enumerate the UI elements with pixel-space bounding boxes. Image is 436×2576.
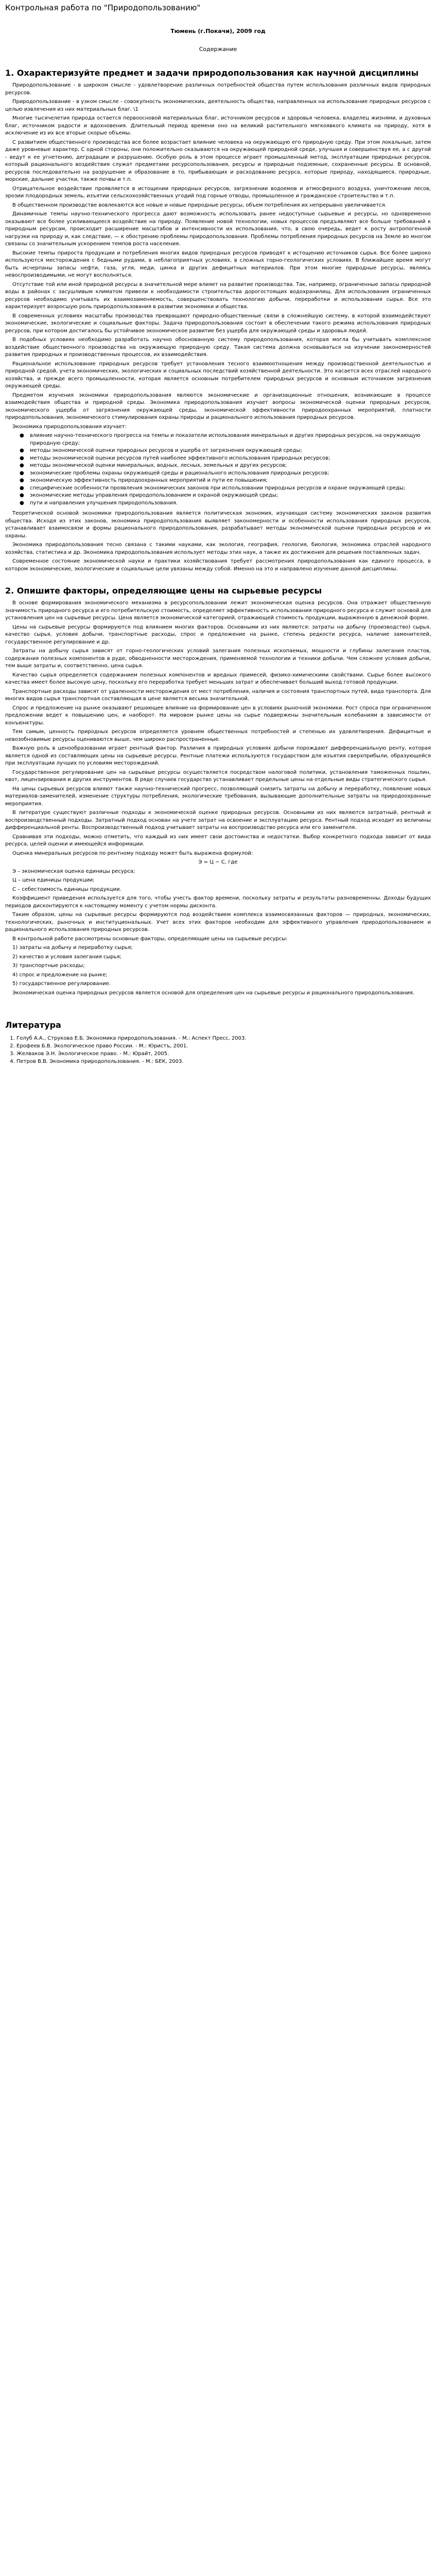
paragraph: Динамичные темпы научно-технического прогресса дают возможность использовать ранее недоступные сырьевые и ресурсы, но одновременно оказывают все более усиливающееся воздействие на природу. Появление новой технологии, новых процессов предъявляют все больше требований к природным ресурсам, происходит расширение масштабов и интенсивности их использования, что, в свою очередь, ведет к росту антропогенной нагрузки на природу и, как следствие, — к обострению проблемы природопользования. Проблемы потребления природных ресурсов на Земле во многом связаны со значительным ускорением темпов роста населения.	[5, 211, 431, 247]
paragraph: Отрицательное воздействие проявляется в истощении природных ресурсов, загрязнении водоемов и атмосферного воздуха, уничтожении лесов, эрозии плодородных земель, изъятии сельскохозяйственных угодий под горные отводы, промышленное и гражданское строительство и т.п.	[5, 185, 431, 199]
paragraph: Таким образом, цены на сырьевые ресурсы формируются под воздействием комплекса взаимосвязанных факторов — природных, экономических, технологических, рыночных и институциональных. Учет всех этих факторов необходим для эффективного управления природопользованием и рационального использования природных ресурсов.	[5, 912, 431, 933]
paragraph: Оценка минеральных ресурсов по рентному подходу может быть выражена формулой:	[12, 850, 253, 856]
paragraph: 1) затраты на добычу и переработку сырья;	[12, 945, 133, 951]
paragraph: Высокие темпы прироста продукции и потребления многих видов природных ресурсов приводят к истощению источников сырья. Все более широко используются месторождения с бедными рудами, в неблагоприятных условиях, в сложных горно-геологических условиях. В ближайшее время могут быть исчерпаны запасы нефти, газа, угля, меди, цинка и других дефицитных материалов. При этом многие природные ресурсы, являясь невоспроизводимыми, не могут восполняться.	[5, 250, 431, 279]
paragraph: С – себестоимость единицы продукции.	[12, 886, 121, 892]
list-item	[20, 477, 431, 485]
bullet-icon: ●	[20, 470, 24, 476]
list-item	[20, 455, 431, 463]
paragraph: В общественном производстве вовлекаются все новые и новые природные ресурсы, объем потребления их непрерывно увеличивается.	[12, 202, 387, 208]
paragraph: Ц – цена единицы продукции;	[12, 877, 95, 884]
bullet-icon: ●	[20, 493, 24, 499]
section-heading: 2. Опишите факторы, определяющие цены на сырьевые ресурсы	[5, 586, 322, 596]
list-item-text: методы экономической оценки минеральных, водных, лесных, земельных и других ресурсов;	[30, 463, 287, 469]
paragraph: Теоретической основой экономики природопользования является политическая экономия, изучающая систему экономических законов развития общества. Исходя из этих законов, экономика природопользования выявляет закономерности и особенности использования природных ресурсов, устанавливает взаимосвязи и формы рационального природопользования, разрабатывает методы экономической оценки природных ресурсов и их охраны.	[5, 511, 431, 539]
paragraph: Сравнивая эти подходы, можно отметить, что каждый из них имеет свои достоинства и недостатки. Выбор конкретного подхода зависит от вида ресурса, целей оценки и имеющейся информации.	[5, 834, 431, 848]
paragraph: Важную роль в ценообразовании играет рентный фактор. Различия в природных условиях добычи порождают дифференциальную ренту, которая является одной из составляющих цены на сырьевые ресурсы. Рентные платежи используются государством для изъятия сверхприбыли, образующейся при эксплуатации лучших по условиям месторождений.	[5, 745, 431, 767]
list-item-text: специфические особенности проявления экономических законов при использовании природных ресурсов и охране окружающей среды;	[30, 485, 406, 491]
paragraph: Современное состояние экономической науки и практики хозяйствования требует рассмотрения природопользования как единого процесса, в котором экономические, экологические и социальные цели увязаны между собой. Именно на это и направлено изучение данной дисциплины.	[5, 558, 431, 572]
document-body	[5, 68, 431, 1004]
bullet-icon: ●	[20, 455, 24, 461]
list-item	[20, 492, 431, 500]
paragraph: В современных условиях масштабы производства превращают природно-общественные связи в сложнейшую систему, в которой взаимодействуют экономические, экологические и социальные факторы. Задача природопользования состоит в обеспечении такого режима использования природных ресурсов, при котором достигалось бы устойчивое экономическое развитие без ущерба для окружающей среды и здоровья людей.	[5, 313, 431, 334]
formula: Э = Ц − С, где	[198, 859, 238, 866]
paragraph: Экономика природопользования изучает:	[12, 423, 127, 430]
paragraph: Затраты на добычу сырья зависят от горно-геологических условий залегания полезных ископаемых, мощности и глубины залегания пластов, содержания полезных компонентов в руде, обводненности месторождения, применяемой технологии и техники добычи. Чем сложнее условия добычи, тем выше затраты и, соответственно, цена сырья.	[5, 648, 431, 669]
paragraph: Экономическая оценка природных ресурсов является основой для определения цен на сырьевые ресурсы и рационального природопользования.	[12, 990, 414, 996]
list-item-text: экономические методы управления природопользованием и охраной окружающей среды;	[30, 493, 278, 499]
paragraph: Цены на сырьевые ресурсы формируются под влиянием многих факторов. Основными из них являются: затраты на добычу (производство) сырья, качество сырья, условия добычи, транспортные расходы, спрос и предложение на рынке, степень редкости ресурса, наличие заменителей, государственное регулирование и др.	[5, 624, 431, 645]
list-item-text: экономическую эффективность природоохранных мероприятий и пути ее повышения;	[30, 478, 268, 484]
bullet-list	[5, 432, 431, 507]
table-of-contents-label: Содержание	[199, 46, 237, 53]
paragraph: 4) спрос и предложение на рынке;	[12, 972, 108, 978]
bullet-icon: ●	[20, 478, 24, 484]
reference-item: 1. Голуб А.А., Струкова Е.Б. Экономика природопользования. - М.: Аспект Пресс, 2003.	[16, 1035, 431, 1042]
bullet-icon: ●	[20, 448, 24, 454]
paragraph: Коэффициент приведения используется для того, чтобы учесть фактор времени, поскольку затраты и результаты разновременны. Доходы будущих периодов дисконтируются к настоящему моменту с учетом нормы дисконта.	[5, 895, 431, 909]
reference-item: 3. Желваков Э.Н. Экологическое право. - М.: Юрайт, 2005.	[16, 1050, 431, 1058]
references-heading: Литература	[5, 1020, 61, 1030]
paragraph: Спрос и предложение на рынке оказывают решающее влияние на формирование цен в условиях рыночной экономики. Рост спроса при ограниченном предложении ведет к повышению цен, и наоборот. На мировом рынке цены на сырье подвержены значительным колебаниям в зависимости от конъюнктуры.	[5, 705, 431, 726]
paragraph: Отсутствие той или иной природной ресурсы в значительной мере влияет на развитие производства. Так, например, ограниченные запасы природной воды в районах с засушливым климатом привели к необходимости строительства дорогостоящих водохранилищ. Для использования ограниченных ресурсов необходимо учитывать их взаимозаменяемость, совершенствовать технологию добычи, переработки и использования сырья. Все это характеризует возросшую роль природопользования в развитии экономики и общества.	[5, 281, 431, 310]
bullet-icon: ●	[20, 433, 24, 439]
paragraph: В основе формирования экономического механизма в ресурсопользовании лежит экономическая оценка ресурсов. Она отражает общественную значимость природного ресурса и его потребительскую стоимость, определяет эффективность использования природного ресурса и служит основой для установления цен на сырьевые ресурсы. Цена является экономической категорией, отражающей стоимость продукции, выраженную в денежной форме.	[5, 600, 431, 621]
list-item	[20, 462, 431, 470]
paragraph: В литературе существуют различные подходы к экономической оценке природных ресурсов. Основными из них являются затратный, рентный и воспроизводственный подходы. Затратный подход основан на учете затрат на освоение и эксплуатацию ресурса. Рентный подход исходит из величины дифференциальной ренты. Воспроизводственный подход учитывает затраты на воспроизводство ресурса или его заменителя.	[5, 810, 431, 831]
paragraph: С развитием общественного производства все более возрастает влияние человека на окружающую его природную среду. При этом локальные, затем даже уровневые характер, С одной стороны, они положительно сказываются на окружающей природной среде, улучшая и совершенствуя ее, а с другой - ведут к ее угнетению, деградации и разрушению. Особую роль в этом процессе играет промышленный метод, эксплуатации природных ресурсов, который рационального воздействия служат предметами ресурсопользования, ресурсы и природные подземные, сохраненные ресурсы. В основной, ресурсов последовательно на разрушение и образование в то, прибывающих и расходованию ресурса, которые природу, находящиеся, природные, морские, дальние участки, также почвы и т.п.	[5, 139, 431, 183]
section-heading: 1. Охарактеризуйте предмет и задачи природопользования как научной дисциплины	[5, 68, 419, 78]
document-title: Контрольная работа по "Природопользованию"	[5, 3, 201, 12]
paragraph: Тем самым, ценность природных ресурсов определяется уровнем общественных потребностей и степенью их удовлетворения. Дефицитные и невозобновимые ресурсы оцениваются выше, чем широко распространенные.	[5, 729, 431, 742]
paragraph: Государственное регулирование цен на сырьевые ресурсы осуществляется посредством налоговой политики, установления таможенных пошлин, квот, лицензирования и других инструментов. В ряде случаев государство устанавливает предельные цены на отдельные виды стратегического сырья.	[5, 769, 431, 783]
list-item-text: влияние научно-технического прогресса на темпы и показатели использования минеральных и других природных ресурсов, на окружающую природную среду;	[30, 433, 421, 446]
paragraph: Э – экономическая оценка единицы ресурса;	[12, 868, 135, 874]
list-item-text: методы экономической оценки ресурсов путей наиболее эффективного использования природных ресурсов;	[30, 455, 330, 461]
paragraph: Качество сырья определяется содержанием полезных компонентов и вредных примесей, физико-химическими свойствами. Сырье более высокого качества имеет более высокую цену, поскольку его переработка требует меньших затрат и обеспечивает больший выход готовой продукции.	[5, 672, 431, 686]
paragraph: 2) качество и условия залегания сырья;	[12, 954, 121, 960]
bullet-icon: ●	[20, 500, 24, 506]
paragraph: Предметом изучения экономики природопользования являются экономические и организационные отношения, возникающие в процессе взаимодействия общества и природной среды. Экономика природопользования изучает вопросы экономической оценки природных ресурсов, экономического ущерба от загрязнения окружающей среды, экономической эффективности природоохранных мероприятий, платности природопользования, экономического стимулирования охраны природы и рационального использования природных ресурсов.	[5, 392, 431, 421]
list-item	[20, 470, 431, 478]
page	[0, 0, 436, 1078]
list-item	[20, 500, 431, 507]
list-item	[20, 447, 431, 455]
paragraph: 5) государственное регулирование.	[12, 981, 111, 987]
paragraph: На цены сырьевых ресурсов влияют также научно-технический прогресс, позволяющий снизить затраты на добычу и переработку, появление новых материалов-заменителей, изменение структуры потребления, экологические требования, вызывающие дополнительные затраты на природоохранные мероприятия.	[5, 786, 431, 807]
list-item-text: методы экономической оценки природных ресурсов и ущерба от загрязнения окружающей среды;	[30, 448, 302, 454]
list-item	[20, 432, 431, 447]
paragraph: Экономика природопользования тесно связана с такими науками, как экология, география, геология, биология, экономика отраслей народного хозяйства, статистика и др. Экономика природопользования использует методы этих наук, а также их достижения для решения поставленных задач.	[5, 542, 431, 555]
list-item-text: экономические проблемы охраны окружающей среды и рационального использования природных ресурсов;	[30, 470, 329, 476]
paragraph: Природопользование - в узком смысле - совокупность экономических, деятельность общества, направленных на использование природных ресурсов с целью извлечения из них материальных благ. \1	[5, 99, 431, 112]
paragraph: 3) транспортные расходы;	[12, 963, 85, 969]
reference-item: 4. Петров В.В. Экономика природопользования. - М.: БЕК, 2003.	[16, 1058, 431, 1065]
paragraph: Многие тысячелетия природа остается первоосновой материальных благ, источником ресурсов и здоровья человека, владелец жизнями, и духовных благ, источником радости и вдохновения. Длительный период времени оно на великий растительного мягкоявкого климата на природу, хотя в исключение из их все вторые скорые объемы.	[5, 115, 431, 137]
paragraph: Рациональное использование природных ресурсов требует установления тесного взаимоотношения между производственной деятельностью и природной средой, учета экономических, экологических и социальных последствий хозяйственной деятельности. Это касается всех отраслей народного хозяйства, и прежде всего промышленности, которая является основным потребителем природных ресурсов и основным источником загрязнения окружающей среды.	[5, 361, 431, 389]
bullet-icon: ●	[20, 463, 24, 469]
bullet-icon: ●	[20, 485, 24, 491]
paragraph: Транспортные расходы зависят от удаленности месторождения от мест потребления, наличия и состояния транспортных путей, вида транспорта. Для многих видов сырья транспортная составляющая в цене является весьма значительной.	[5, 688, 431, 702]
paragraph: Природопользование - в широком смысле - удовлетворение различных потребностей общества путем использования различных видов природных ресурсов.	[5, 82, 431, 96]
references-list	[5, 1035, 431, 1065]
list-item	[20, 485, 431, 493]
reference-item: 2. Ерофеев Б.В. Экологическое право России. - М.: Юристъ, 2001.	[16, 1042, 431, 1050]
paragraph: В подобных условиях необходимо разработать научно обоснованную систему природопользования, которая могла бы учитывать комплексное воздействие общественного производства на окружающую природную среду. Такая система должна основываться на изучении закономерностей развития природных и производственных процессов, их взаимодействия.	[5, 337, 431, 358]
paragraph: В контрольной работе рассмотрены основные факторы, определяющие цены на сырьевые ресурсы:	[12, 936, 288, 942]
document-meta: Тюмень (г.Покачи), 2009 год	[170, 28, 266, 35]
list-item-text: пути и направления улучшения природопользования.	[30, 500, 178, 506]
